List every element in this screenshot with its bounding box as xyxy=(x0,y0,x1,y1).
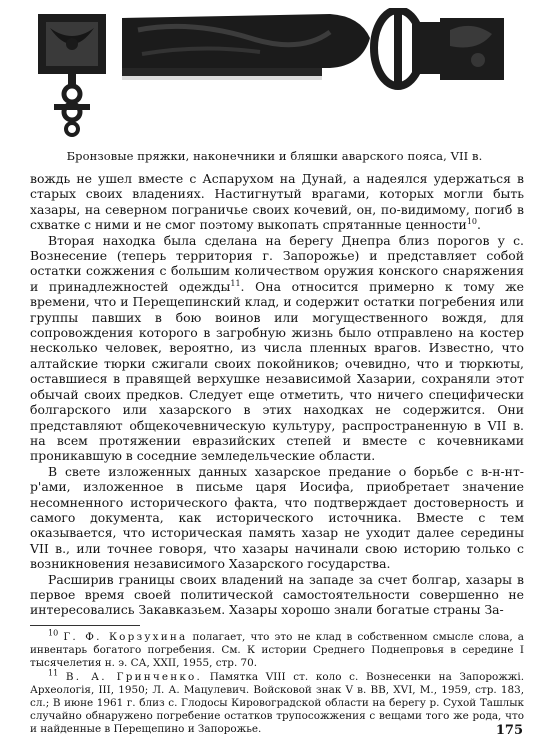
paragraph-4: Расширив границы своих владений на западе за счет болгар, хазары в первое время своей политической самостоятельности совершенно не интересовались Закавказьем. Хазары хорошо знали богатые страны За- xyxy=(30,571,524,618)
body-text xyxy=(30,171,524,618)
footnotes xyxy=(30,628,525,737)
footnote-number: 11 xyxy=(48,668,59,678)
footnote-text: полагает, что это не клад в собственном смысле слова, а инвентарь богатого погребения. См. К истории Среднего Поднепровья в середине I тысячелетия н. э. СА, XXII, 1955, стр. 70. xyxy=(30,631,525,670)
footnote-divider xyxy=(30,625,140,626)
figure-caption: Бронзовые пряжки, наконечники и бляшки аварского пояса, VII в. xyxy=(66,149,483,163)
footnote-number: 10 xyxy=(48,628,59,638)
footnote-author: В. А. Гринченко. xyxy=(65,670,203,683)
footnote-author: Г. Ф. Корзухина xyxy=(63,631,188,643)
footnote-10 xyxy=(30,628,525,671)
paragraph-1: вождь не ушел вместе с Аспарухом на Дунай, а надеялся удержаться в старых своих владениях. Настигнутый врагами, которых могли быть хазары, на северном пограничье своих кочевий, он, по-видимому, погиб в схватке с ними и не смог поэтому выкопать спрятанные ценности$^{10}$. xyxy=(30,171,524,233)
footnote-text: Памятка VIII ст. коло с. Вознесенки на Запорожжі. Археологія, III, 1950; Л. А. Мацулевич. Войсковой знак V в. ВВ, XVI, М., 1959, стр. 183, сл.; В июне 1961 г. близ с. Глодосы Кировоградской области на берегу р. Сухой Ташлык случайно обнаружено погребение остатков трупосожжения с вещами того же рода, что и найденные в Перещепино и Запорожье. xyxy=(30,670,524,736)
paragraph-3: В свете изложенных данных хазарское предание о борьбе с в-н-нт-р'ами, изложенное в письме царя Иосифа, приобретает значение несомненного исторического факта, что подтверждает достоверность и самого документа, как исторического источника. Вместе с тем оказывается, что историческая память хазар не уходит далее середины VII в., или точнее говоря, что хазары начинали свою историю только с возникновения независимого Хазарского государства. xyxy=(30,463,524,572)
page-number: 175 xyxy=(495,723,523,738)
footnote-ref-10[interactable]: 10 xyxy=(466,217,478,227)
footnote-11 xyxy=(30,668,524,737)
artifacts-photo xyxy=(30,8,520,138)
paragraph-2: Вторая находка была сделана на берегу Днепра близ порогов у с. Вознесение (теперь территория г. Запорожье) и представляет собой остатки сожжения с большим количеством оружия конского снаряжения и принадлежностей одежды$^{11}$. Она относится примерно к тому же времени, что и Перещепинский клад, и содержит остатки погребения или группы павших в бою воинов или могущественного вождя, для сопровождения которого в загробную жизнь было отправлено на костер несколько человек, вероятно, из числа пленных врагов. Известно, что алтайские тюрки сжигали своих покойников; очевидно, что и тюркюты, оставшиеся в правящей верхушке независимой Хазарии, сохраняли этот обычай своих предков. Следует еще отметить, что ничего специфически болгарского или хазарского в этих находках не содержится. Они представляют общекочевническую культуру, распространенную в VII в. на всем протяжении евразийских степей и вместе с кочевниками проникавшую в соседние земледельческие области. xyxy=(30,232,524,464)
footnote-ref-11[interactable]: 11 xyxy=(230,278,241,288)
